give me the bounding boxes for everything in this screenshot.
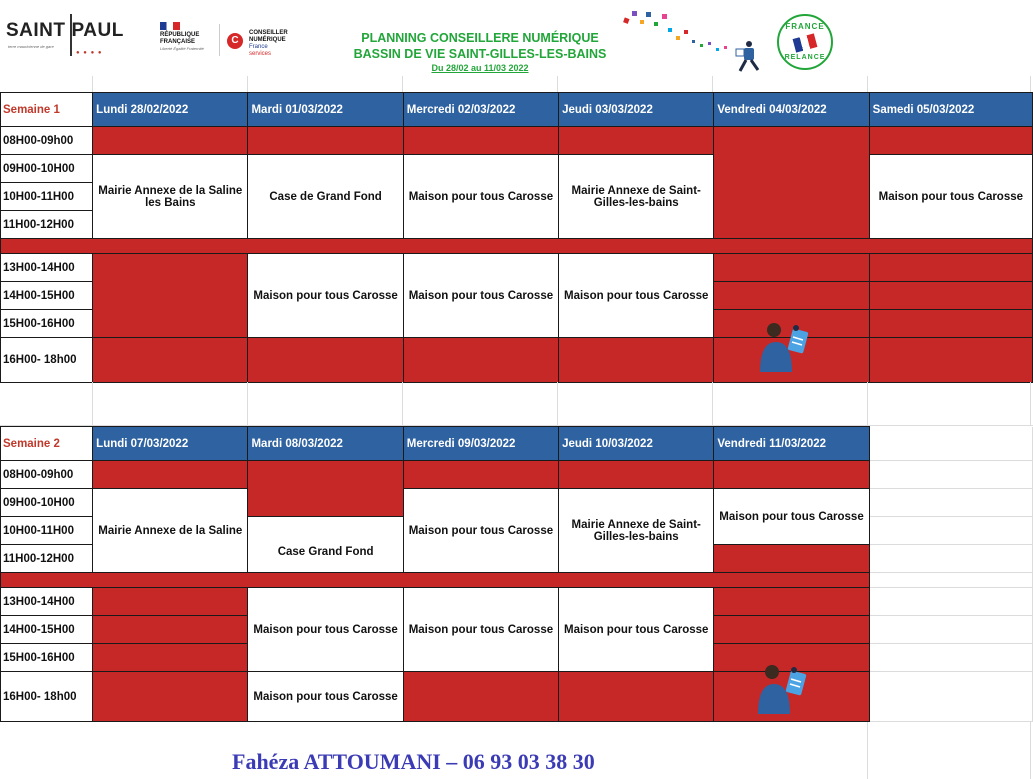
week2-unavailable-cell <box>93 461 248 489</box>
week1-day-mon: Lundi 28/02/2022 <box>93 93 248 127</box>
week2-unavailable-cell <box>403 672 558 722</box>
week1-unavailable-cell <box>403 127 558 155</box>
week1-unavailable-cell <box>93 254 248 338</box>
week1-wed-afternoon-location: Maison pour tous Carosse <box>403 254 558 338</box>
week2-day-thu: Jeudi 10/03/2022 <box>559 427 714 461</box>
week2-unavailable-cell <box>403 461 558 489</box>
week1-unavailable-cell <box>559 338 714 383</box>
week2-fri-morning-location: Maison pour tous Carosse <box>714 489 869 545</box>
week2-unavailable-cell <box>93 588 248 616</box>
conseiller-numerique-logo <box>249 30 288 58</box>
week1-unavailable-cell <box>714 127 869 239</box>
republique-line2: FRANÇAISE <box>160 39 196 45</box>
week2-empty-column <box>869 427 1032 461</box>
week2-tue-morning-location: Case Grand Fond <box>248 517 403 573</box>
week2-empty-column <box>869 461 1032 489</box>
week2-empty-column <box>869 588 1032 616</box>
cn-line3: France <box>249 44 268 50</box>
running-person-icon <box>732 40 762 74</box>
advisor-with-checklist-illustration <box>750 662 814 714</box>
week1-time-slot: 10H00-11H00 <box>1 183 93 211</box>
week2-day-wed: Mercredi 09/03/2022 <box>403 427 558 461</box>
france-relance-top: FRANCE <box>785 22 825 31</box>
advisor-with-checklist-illustration <box>752 320 816 372</box>
republique-motto: Liberté Égalité Fraternité <box>160 46 204 51</box>
week2-mon-morning-location: Mairie Annexe de la Saline <box>93 489 248 573</box>
week1-unavailable-cell <box>869 254 1032 282</box>
week1-time-slot: 11H00-12H00 <box>1 211 93 239</box>
week2-unavailable-cell <box>248 461 403 517</box>
week1-thu-morning-location: Mairie Annexe de Saint-Gilles-les-bains <box>559 155 714 239</box>
week1-unavailable-cell <box>714 254 869 282</box>
week1-time-slot: 09H00-10H00 <box>1 155 93 183</box>
week2-time-slot: 13H00-14H00 <box>1 588 93 616</box>
week1-wed-morning-location: Maison pour tous Carosse <box>403 155 558 239</box>
week2-empty-column <box>869 616 1032 644</box>
week1-day-thu: Jeudi 03/03/2022 <box>559 93 714 127</box>
saint-paul-logo-tagline: terre mauricienne de gare <box>8 44 54 49</box>
page-title: PLANNING CONSEILLERE NUMÉRIQUE <box>361 31 599 45</box>
week2-time-slot: 09H00-10H00 <box>1 489 93 517</box>
page-header <box>0 0 1033 76</box>
week2-time-slot: 15H00-16H00 <box>1 644 93 672</box>
week1-thu-afternoon-location: Maison pour tous Carosse <box>559 254 714 338</box>
week1-day-sat: Samedi 05/03/2022 <box>869 93 1032 127</box>
week1-unavailable-cell <box>869 127 1032 155</box>
week2-time-slot: 16H00- 18h00 <box>1 672 93 722</box>
cn-line4: services <box>249 51 272 57</box>
french-flag-icon <box>160 22 180 30</box>
week2-unavailable-cell <box>93 616 248 644</box>
week1-tue-morning-location: Case de Grand Fond <box>248 155 403 239</box>
week2-wed-morning-location: Maison pour tous Carosse <box>403 489 558 573</box>
week1-unavailable-cell <box>248 338 403 383</box>
week2-unavailable-cell <box>93 644 248 672</box>
week1-unavailable-cell <box>869 282 1032 310</box>
week2-day-tue: Mardi 08/03/2022 <box>248 427 403 461</box>
week2-unavailable-cell <box>714 461 869 489</box>
saint-paul-logo-part2: PAUL <box>71 20 124 41</box>
week2-unavailable-cell <box>559 672 714 722</box>
week2-empty-column <box>869 573 1032 588</box>
date-range: Du 28/02 au 11/03 2022 <box>431 63 529 73</box>
logo-divider <box>219 24 220 56</box>
week2-time-slot: 10H00-11H00 <box>1 517 93 545</box>
confetti-decoration <box>622 8 732 58</box>
week1-unavailable-cell <box>93 338 248 383</box>
france-relance-bottom: RELANCE <box>784 54 826 61</box>
week2-lunch-break-row <box>1 573 870 588</box>
week2-unavailable-cell <box>714 588 869 616</box>
week1-lunch-break-row <box>1 239 1033 254</box>
week1-day-tue: Mardi 01/03/2022 <box>248 93 403 127</box>
week1-time-slot: 08H00-09h00 <box>1 127 93 155</box>
week2-time-slot: 08H00-09h00 <box>1 461 93 489</box>
week1-unavailable-cell <box>869 310 1032 338</box>
spreadsheet-gridlines-gap <box>0 382 1033 426</box>
week2-empty-column <box>869 489 1032 517</box>
week1-time-slot: 14H00-15H00 <box>1 282 93 310</box>
week2-label: Semaine 2 <box>1 427 93 461</box>
saint-paul-logo-dots: ● ● ● ● <box>76 50 103 56</box>
week1-time-slot: 16H00- 18h00 <box>1 338 93 383</box>
week2-empty-column <box>869 517 1032 545</box>
week2-thu-afternoon-location: Maison pour tous Carosse <box>559 588 714 672</box>
week2-unavailable-cell <box>714 616 869 644</box>
advisor-contact: Fahéza ATTOUMANI – 06 93 03 38 30 <box>232 749 595 774</box>
week2-empty-column <box>869 545 1032 573</box>
week2-tue-late-location: Maison pour tous Carosse <box>248 672 403 722</box>
week1-tue-afternoon-location: Maison pour tous Carosse <box>248 254 403 338</box>
week2-empty-column <box>869 644 1032 672</box>
week1-unavailable-cell <box>714 282 869 310</box>
week2-unavailable-cell <box>559 461 714 489</box>
week2-day-fri: Vendredi 11/03/2022 <box>714 427 869 461</box>
week1-time-slot: 15H00-16H00 <box>1 310 93 338</box>
week1-day-wed: Mercredi 02/03/2022 <box>403 93 558 127</box>
week1-unavailable-cell <box>559 127 714 155</box>
week2-time-slot: 14H00-15H00 <box>1 616 93 644</box>
week1-label: Semaine 1 <box>1 93 93 127</box>
week2-schedule-table <box>0 426 1033 722</box>
saint-paul-logo <box>6 20 124 42</box>
cn-line2: NUMÉRIQUE <box>249 37 286 43</box>
week2-tue-afternoon-location: Maison pour tous Carosse <box>248 588 403 672</box>
republique-francaise-logo <box>160 22 218 51</box>
page-subtitle: BASSIN DE VIE SAINT-GILLES-LES-BAINS <box>353 47 607 61</box>
week1-time-slot: 13H00-14H00 <box>1 254 93 282</box>
week2-thu-morning-location: Mairie Annexe de Saint-Gilles-les-bains <box>559 489 714 573</box>
week1-sat-morning-location: Maison pour tous Carosse <box>869 155 1032 239</box>
week2-day-mon: Lundi 07/03/2022 <box>93 427 248 461</box>
week1-unavailable-cell <box>248 127 403 155</box>
week1-unavailable-cell <box>403 338 558 383</box>
week1-schedule-table <box>0 92 1033 383</box>
republique-line1: RÉPUBLIQUE <box>160 32 200 38</box>
week2-time-slot: 11H00-12H00 <box>1 545 93 573</box>
week2-wed-afternoon-location: Maison pour tous Carosse <box>403 588 558 672</box>
week2-empty-column <box>869 672 1032 722</box>
france-relance-flag-icon <box>793 33 818 52</box>
conseiller-numerique-icon: C <box>227 33 243 49</box>
week1-unavailable-cell <box>93 127 248 155</box>
saint-paul-logo-part1: SAINT <box>6 20 66 41</box>
week1-day-fri: Vendredi 04/03/2022 <box>714 93 869 127</box>
spreadsheet-gridlines-top <box>0 76 1033 92</box>
week2-unavailable-cell <box>93 672 248 722</box>
france-relance-badge <box>777 14 833 70</box>
week1-mon-morning-location: Mairie Annexe de la Saline les Bains <box>93 155 248 239</box>
cn-line1: CONSEILLER <box>249 30 288 36</box>
week2-unavailable-cell <box>714 545 869 573</box>
week1-unavailable-cell <box>869 338 1032 383</box>
